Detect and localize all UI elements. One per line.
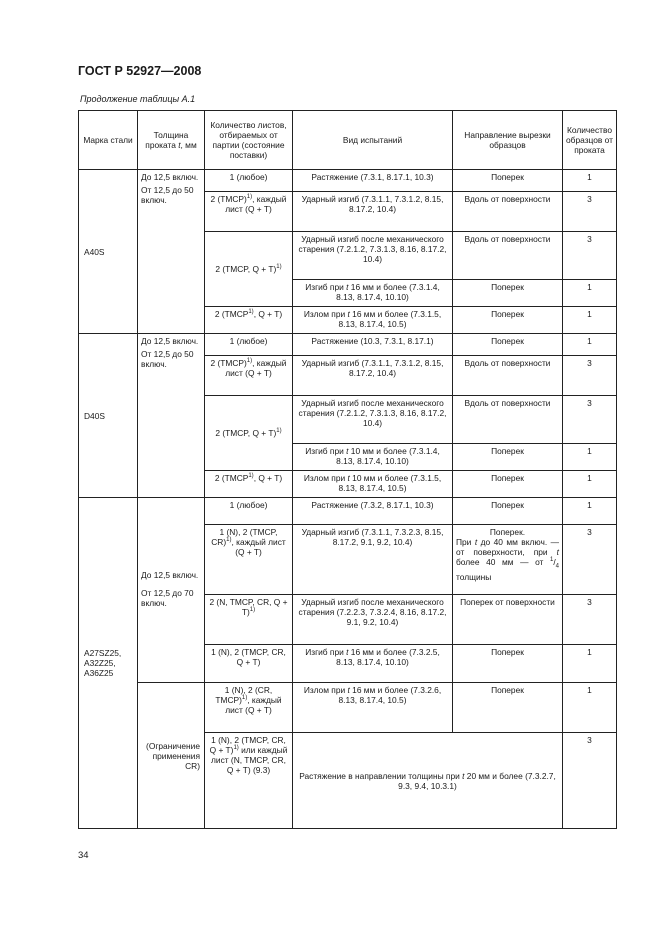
table-row [79,498,617,525]
direction-cell: Поперек [453,498,563,525]
sheets-cell: 2 (TMCP, Q + T)$^{1)}$ [205,232,293,307]
direction-cell: Вдоль от поверхности [453,192,563,232]
thickness-cell: До 12,5 включ. От 12,5 до 50 включ. [138,170,205,334]
count-cell: 1 [563,444,617,471]
direction-cell: Поперек [453,334,563,356]
test-cell: Излом при t 16 мм и более (7.3.1.5, 8.13, 8.17.4, 10.5) [293,307,453,334]
table-row [79,683,617,733]
test-cell: Ударный изгиб (7.3.1.1, 7.3.1.2, 8.15, 8.17.2, 10.4) [293,356,453,396]
count-cell: 3 [563,525,617,595]
direction-cell: Поперек [453,280,563,307]
direction-cell: Поперек [453,683,563,733]
sheets-cell: 1 (любое) [205,498,293,525]
direction-cell: Поперек. При t до 40 мм включ. — от поверхности, при t более 40 мм — от $^1/_4$ толщины [453,525,563,595]
sheets-cell: 1 (N), 2 (TMCP, CR, Q + T) [205,645,293,683]
test-cell: Ударный изгиб (7.3.1.1, 7.3.1.2, 8.15, 8.17.2, 10.4) [293,192,453,232]
test-cell: Ударный изгиб после механического старения (7.2.1.2, 7.3.1.3, 8.16, 8.17.2, 10.4) [293,396,453,444]
sheets-cell: 1 (N), 2 (TMCP, CR, Q + T)$^{1)}$ или каждый лист (N, TMCP, CR, Q + T) (9.3) [205,733,293,829]
count-cell: 1 [563,170,617,192]
sheets-cell: 2 (TMCP$^{1)}$, Q + T) [205,307,293,334]
sheets-cell: 2 (N, TMCP, CR, Q + T)$^{1)}$ [205,595,293,645]
direction-cell: Поперек [453,170,563,192]
sheets-cell: 2 (TMCP, Q + T)$^{1)}$ [205,396,293,471]
count-cell: 1 [563,471,617,498]
header-count: Количество образцов от проката [563,111,617,170]
steel-grade: D40S [79,334,138,498]
thickness-cell: До 12,5 включ. От 12,5 до 50 включ. [138,334,205,498]
count-cell: 3 [563,232,617,280]
direction-cell: Поперек [453,471,563,498]
test-cell: Растяжение (7.3.2, 8.17.1, 10.3) [293,498,453,525]
sheets-cell: 1 (N), 2 (CR, TMCP)$^{1)}$, каждый лист (Q + T) [205,683,293,733]
count-cell: 1 [563,307,617,334]
test-cell: Ударный изгиб (7.3.1.1, 7.3.2.3, 8.15, 8.17.2, 9.1, 9.2, 10.4) [293,525,453,595]
count-cell: 3 [563,595,617,645]
header-thickness: Толщина проката t, мм [138,111,205,170]
sheets-cell: 1 (N), 2 (TMCP, CR)$^{1)}$, каждый лист (Q + T) [205,525,293,595]
count-cell: 3 [563,356,617,396]
table-row [79,334,617,356]
document-title: ГОСТ Р 52927—2008 [78,64,202,78]
test-cell: Растяжение в направлении толщины при t 20 мм и более (7.3.2.7, 9.3, 9.4, 10.3.1) [293,733,563,829]
test-cell: Изгиб при t 16 мм и более (7.3.2.5, 8.13, 8.17.4, 10.10) [293,645,453,683]
table-row [79,170,617,192]
direction-cell: Вдоль от поверхности [453,396,563,444]
tests-table [78,110,617,829]
sheets-cell: 1 (любое) [205,170,293,192]
thickness-cell: (Ограничение применения CR) [138,683,205,829]
sheets-cell: 2 (TMCP$^{1)}$, Q + T) [205,471,293,498]
count-cell: 1 [563,280,617,307]
table-caption: Продолжение таблицы А.1 [80,94,196,104]
header-sheets: Количество листов, отбираемых от партии (состояние поставки) [205,111,293,170]
sheets-cell: 2 (TMCP)$^{1)}$, каждый лист (Q + T) [205,192,293,232]
direction-cell: Поперек [453,307,563,334]
count-cell: 3 [563,192,617,232]
steel-grade: A40S [79,170,138,334]
page-number: 34 [78,850,89,861]
count-cell: 3 [563,733,617,829]
test-cell: Ударный изгиб после механического старения (7.2.2.3, 7.3.2.4, 8.16, 8.17.2, 9.1, 9.2, 10.4) [293,595,453,645]
header-row [79,111,617,170]
direction-cell: Поперек [453,645,563,683]
direction-cell: Поперек [453,444,563,471]
direction-cell: Вдоль от поверхности [453,232,563,280]
test-cell: Излом при t 10 мм и более (7.3.1.5, 8.13, 8.17.4, 10.5) [293,471,453,498]
header-test: Вид испытаний [293,111,453,170]
count-cell: 3 [563,396,617,444]
sheets-cell: 1 (любое) [205,334,293,356]
test-cell: Ударный изгиб после механического старения (7.2.1.2, 7.3.1.3, 8.16, 8.17.2, 10.4) [293,232,453,280]
test-cell: Изгиб при t 10 мм и более (7.3.1.4, 8.13, 8.17.4, 10.10) [293,444,453,471]
count-cell: 1 [563,498,617,525]
count-cell: 1 [563,334,617,356]
direction-cell: Вдоль от поверхности [453,356,563,396]
test-cell: Изгиб при t 16 мм и более (7.3.1.4, 8.13, 8.17.4, 10.10) [293,280,453,307]
header-steel: Марка стали [79,111,138,170]
test-cell: Растяжение (10.3, 7.3.1, 8.17.1) [293,334,453,356]
count-cell: 1 [563,645,617,683]
header-direction: Направление вырезки образцов [453,111,563,170]
thickness-cell: До 12,5 включ. От 12,5 до 70 включ. [138,498,205,683]
direction-cell: Поперек от поверхности [453,595,563,645]
test-cell: Излом при t 16 мм и более (7.3.2.6, 8.13, 8.17.4, 10.5) [293,683,453,733]
test-cell: Растяжение (7.3.1, 8.17.1, 10.3) [293,170,453,192]
steel-grade: A27SZ25, A32Z25, A36Z25 [79,498,138,829]
sheets-cell: 2 (TMCP)$^{1)}$, каждый лист (Q + T) [205,356,293,396]
count-cell: 1 [563,683,617,733]
